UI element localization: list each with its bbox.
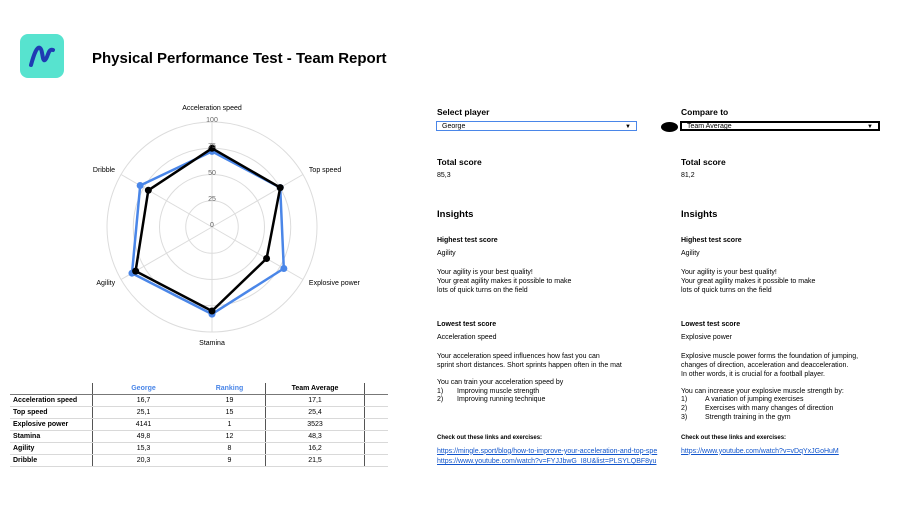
table-header-row bbox=[10, 383, 388, 395]
compare-links-label: Check out these links and exercises: bbox=[681, 435, 787, 441]
player-highest-text: Your great agility makes it possible to make bbox=[437, 278, 572, 286]
compare-select[interactable] bbox=[680, 121, 880, 131]
player-highest-text: Your agility is your best quality! bbox=[437, 269, 533, 277]
table-cell-ranking: 9 bbox=[194, 455, 266, 467]
table-row bbox=[10, 407, 388, 419]
radar-axis-line bbox=[121, 175, 212, 228]
player-total bbox=[437, 158, 637, 180]
radar-point bbox=[132, 268, 139, 275]
compare-insights bbox=[681, 211, 881, 220]
compare-lowest-text: In other words, it is crucial for a football player. bbox=[681, 370, 825, 378]
table-row bbox=[10, 455, 388, 467]
table-cell-metric: Explosive power bbox=[10, 419, 93, 431]
table-header-metric bbox=[10, 383, 93, 395]
compare-lowest bbox=[681, 321, 881, 422]
compare-lowest-text: changes of direction, acceleration and deacceleration. bbox=[681, 362, 849, 370]
compare-to-label: Compare to bbox=[681, 107, 729, 117]
table-cell-compare: 17,1 bbox=[266, 395, 365, 407]
table-cell-metric: Acceleration speed bbox=[10, 395, 93, 407]
compare-total-value: 81,2 bbox=[681, 171, 695, 179]
radar-point bbox=[277, 184, 284, 191]
player-link[interactable]: https://mingle.sport/blog/how-to-improve-your-acceleration-and-top-spe bbox=[437, 447, 658, 455]
compare-link[interactable]: https://www.youtube.com/watch?v=vDqYxJGoHuM bbox=[681, 447, 839, 455]
table-cell-compare: 25,4 bbox=[266, 407, 365, 419]
logo-wave-icon bbox=[20, 34, 64, 78]
table-cell-metric: Top speed bbox=[10, 407, 93, 419]
player-total-label: Total score bbox=[437, 157, 482, 167]
player-select[interactable] bbox=[436, 121, 637, 131]
table-cell-metric: Dribble bbox=[10, 455, 93, 467]
table-row bbox=[10, 431, 388, 443]
compare-lowest-text: Explosive muscle power forms the foundation of jumping, bbox=[681, 353, 859, 361]
table-cell-player: 20,3 bbox=[93, 455, 195, 467]
compare-total bbox=[681, 158, 881, 180]
chevron-down-icon: ▼ bbox=[625, 124, 631, 130]
player-highest bbox=[437, 237, 637, 296]
table-cell-compare: 16,2 bbox=[266, 443, 365, 455]
radar-axis-label: Dribble bbox=[92, 166, 116, 174]
radar-tick-label: 25 bbox=[208, 195, 216, 203]
table-cell-spacer bbox=[365, 419, 389, 431]
compare-highest-label: Highest test score bbox=[681, 237, 742, 244]
radar-chart bbox=[80, 96, 380, 376]
player-links-label: Check out these links and exercises: bbox=[437, 435, 543, 441]
player-lowest-value: Acceleration speed bbox=[437, 333, 497, 341]
table-cell-spacer bbox=[365, 431, 389, 443]
table-cell-spacer bbox=[365, 395, 389, 407]
table-cell-spacer bbox=[365, 443, 389, 455]
train-item-text: A variation of jumping exercises bbox=[705, 396, 804, 404]
player-panel bbox=[437, 108, 637, 117]
radar-axis-label: Top speed bbox=[308, 166, 342, 174]
train-item-text: Exercises with many changes of direction bbox=[705, 404, 834, 412]
compare-total-label: Total score bbox=[681, 157, 726, 167]
player-link[interactable]: https://www.youtube.com/watch?v=FYJJbwG_I8U&list=PLSYLQBF8yu bbox=[437, 458, 657, 466]
player-insights-label: Insights bbox=[437, 209, 474, 220]
table-header-spacer bbox=[365, 383, 389, 395]
radar-axis-label: Agility bbox=[96, 279, 116, 287]
table-header-compare: Team Average bbox=[266, 383, 365, 395]
compare-lowest-label: Lowest test score bbox=[681, 321, 741, 328]
table-cell-player: 25,1 bbox=[93, 407, 195, 419]
compare-highest bbox=[681, 237, 881, 296]
radar-tick-label: 100 bbox=[206, 117, 218, 124]
select-player-label: Select player bbox=[437, 107, 490, 117]
player-select-value: George bbox=[442, 123, 466, 130]
radar-axis-line bbox=[212, 175, 303, 228]
player-lowest-text: sprint short distances. Short sprints happen often in the mat bbox=[437, 362, 622, 370]
compare-color-dot-icon bbox=[661, 122, 678, 132]
player-highest-value: Agility bbox=[437, 249, 456, 257]
table-cell-ranking: 15 bbox=[194, 407, 266, 419]
radar-svg bbox=[80, 96, 380, 371]
player-lowest bbox=[437, 321, 637, 405]
page-title: Physical Performance Test - Team Report bbox=[92, 50, 387, 67]
table-cell-spacer bbox=[365, 407, 389, 419]
radar-tick-label: 50 bbox=[208, 169, 216, 177]
table-cell-ranking: 19 bbox=[194, 395, 266, 407]
table-cell-metric: Agility bbox=[10, 443, 93, 455]
table-row bbox=[10, 443, 388, 455]
compare-highest-text: Your great agility makes it possible to make bbox=[681, 278, 816, 286]
table-cell-compare: 48,3 bbox=[266, 431, 365, 443]
radar-axis-label: Acceleration speed bbox=[182, 105, 242, 112]
compare-select-value: Team Average bbox=[687, 123, 732, 130]
table-cell-metric: Stamina bbox=[10, 431, 93, 443]
chevron-down-icon: ▼ bbox=[867, 124, 873, 130]
radar-point bbox=[145, 187, 152, 194]
train-item-number: 3) bbox=[681, 413, 688, 421]
player-highest-text: lots of quick turns on the field bbox=[437, 286, 528, 294]
train-item-number: 2) bbox=[437, 396, 444, 404]
train-item-number: 1) bbox=[681, 396, 688, 404]
table-cell-ranking: 12 bbox=[194, 431, 266, 443]
table-cell-compare: 3523 bbox=[266, 419, 365, 431]
player-total-value: 85,3 bbox=[437, 171, 451, 179]
train-item-number: 2) bbox=[681, 404, 688, 412]
table-cell-player: 16,7 bbox=[93, 395, 195, 407]
table-cell-player: 15,3 bbox=[93, 443, 195, 455]
table-cell-compare: 21,5 bbox=[266, 455, 365, 467]
table-cell-ranking: 1 bbox=[194, 419, 266, 431]
player-links bbox=[437, 434, 682, 467]
radar-axis-line bbox=[212, 227, 303, 280]
table-row bbox=[10, 419, 388, 431]
table-row bbox=[10, 395, 388, 407]
compare-highest-text: lots of quick turns on the field bbox=[681, 286, 772, 294]
player-lowest-text: Your acceleration speed influences how fast you can bbox=[437, 353, 600, 361]
radar-tick-label: 75 bbox=[208, 143, 216, 151]
score-table bbox=[10, 383, 388, 467]
table-cell-spacer bbox=[365, 455, 389, 467]
player-insights bbox=[437, 211, 637, 220]
table-header-ranking: Ranking bbox=[194, 383, 266, 395]
table-header-player: George bbox=[93, 383, 195, 395]
table-cell-ranking: 8 bbox=[194, 443, 266, 455]
compare-highest-text: Your agility is your best quality! bbox=[681, 269, 777, 277]
radar-axis-label: Explosive power bbox=[308, 279, 360, 287]
radar-point bbox=[280, 265, 287, 272]
radar-axis-label: Stamina bbox=[199, 340, 225, 347]
compare-lowest-value: Explosive power bbox=[681, 333, 732, 341]
player-lowest-label: Lowest test score bbox=[437, 321, 497, 328]
player-highest-label: Highest test score bbox=[437, 237, 498, 244]
compare-insights-label: Insights bbox=[681, 209, 718, 220]
table-cell-player: 49,8 bbox=[93, 431, 195, 443]
radar-point bbox=[137, 182, 144, 189]
radar-tick-label: 0 bbox=[210, 222, 214, 229]
compare-links bbox=[681, 434, 881, 456]
table-cell-player: 4141 bbox=[93, 419, 195, 431]
compare-highest-value: Agility bbox=[681, 249, 700, 257]
radar-point bbox=[209, 308, 216, 315]
compare-train-intro: You can increase your explosive muscle strength by: bbox=[681, 387, 844, 395]
train-item-text: Improving running technique bbox=[457, 396, 546, 404]
radar-point bbox=[263, 255, 270, 262]
app-logo bbox=[20, 34, 64, 78]
train-item-text: Strength training in the gym bbox=[705, 413, 791, 421]
player-train-intro: You can train your acceleration speed by bbox=[437, 378, 564, 386]
train-item-text: Improving muscle strength bbox=[457, 387, 540, 395]
compare-panel bbox=[681, 108, 881, 117]
train-item-number: 1) bbox=[437, 387, 444, 395]
